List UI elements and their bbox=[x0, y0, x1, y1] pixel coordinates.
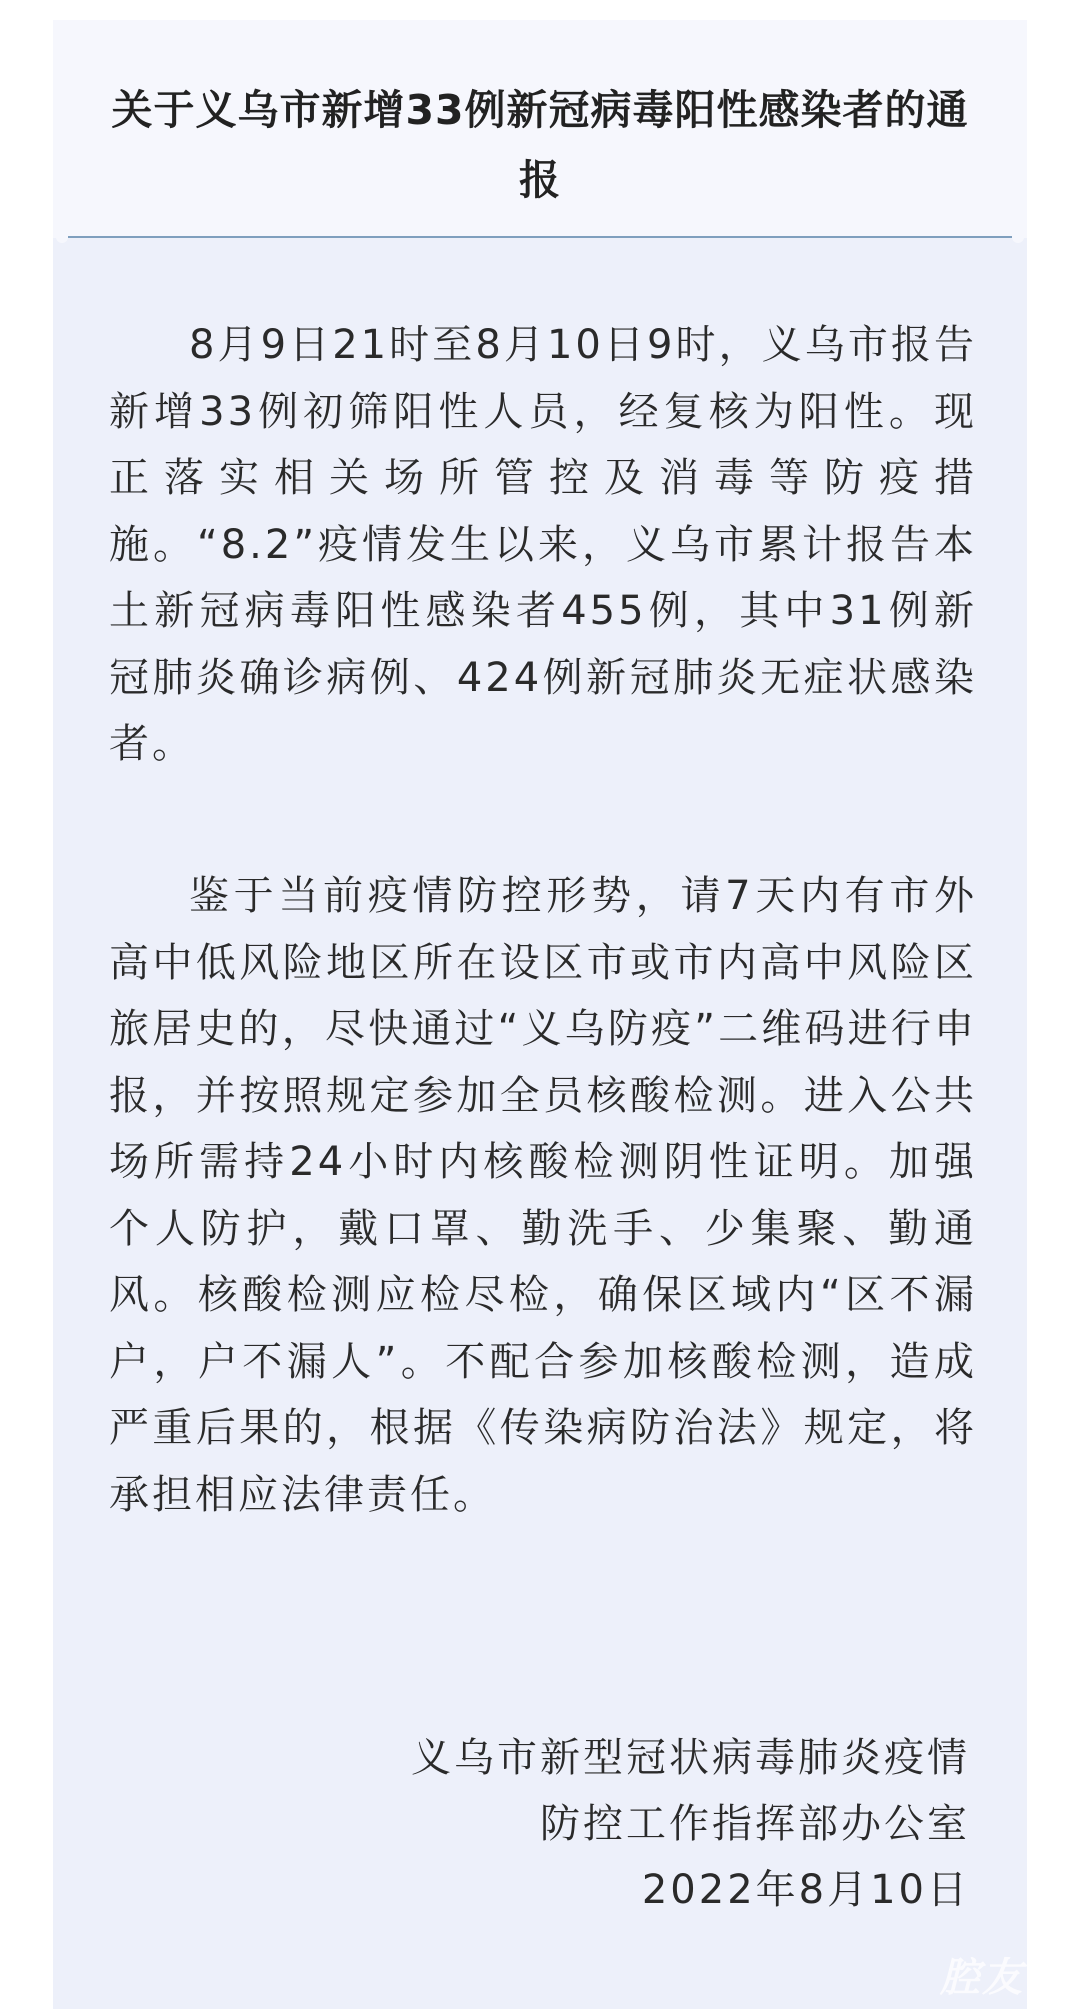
watermark: 腔友 bbox=[940, 1955, 1024, 2001]
signature-line-1: 义乌市新型冠状病毒肺炎疫情 bbox=[411, 1735, 970, 1781]
signature-date: 2022年8月10日 bbox=[641, 1867, 970, 1913]
notice-paragraph-1: 8月9日21时至8月10日9时，义乌市报告新增33例初筛阳性人员，经复核为阳性。现正落实相关场所管控及消毒等防疫措施。“8.2”疫情发生以来，义乌市累计报告本土新冠病毒阳性感染者455例，其中31例新冠肺炎确诊病例、424例新冠肺炎无症状感染者。 bbox=[109, 322, 977, 767]
signature-line-2: 防控工作指挥部办公室 bbox=[540, 1801, 970, 1847]
divider-left-dot bbox=[56, 231, 68, 243]
notice-paragraph-2: 鉴于当前疫情防控形势，请7天内有市外高中低风险地区所在设区市或市内高中风险区旅居史的，尽快通过“义乌防疫”二维码进行申报，并按照规定参加全员核酸检测。进入公共场所需持24小时内核酸检测阴性证明。加强个人防护，戴口罩、勤洗手、少集聚、勤通风。核酸检测应检尽检，确保区域内“区不漏户，户不漏人”。不配合参加核酸检测，造成严重后果的，根据《传染病防治法》规定，将承担相应法律责任。 bbox=[109, 873, 977, 1518]
notice-title: 关于义乌市新增33例新冠病毒阳性感染者的通报 bbox=[111, 86, 969, 204]
header-divider bbox=[68, 236, 1012, 238]
notice-header bbox=[53, 20, 1027, 238]
notice-card bbox=[53, 20, 1027, 2009]
divider-right-dot bbox=[1012, 231, 1024, 243]
